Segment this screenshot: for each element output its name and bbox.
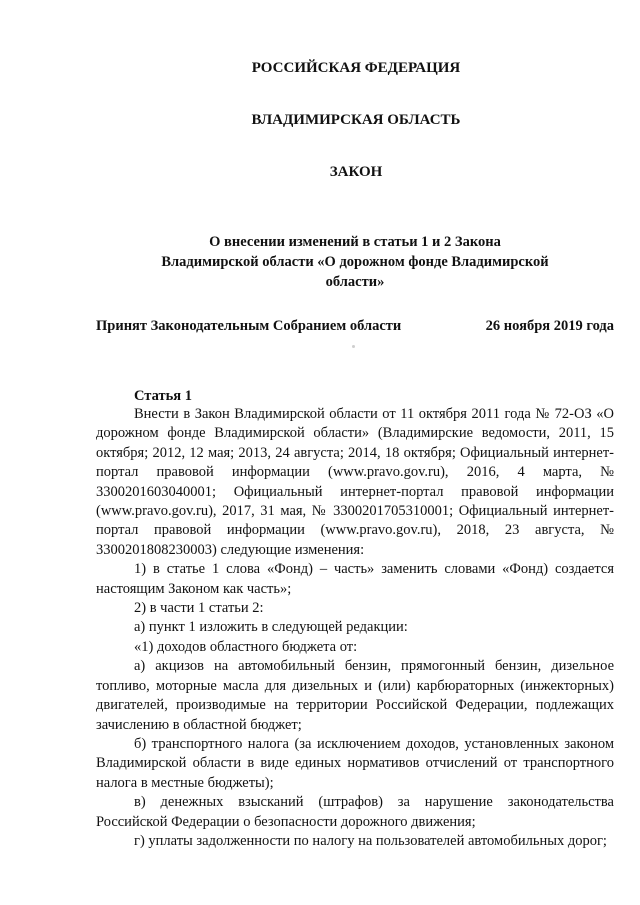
paragraph-fines: в) денежных взысканий (штрафов) за нарушение законодательства Российской Федерации о безопасности дорожного движения; bbox=[96, 794, 614, 830]
article-body bbox=[96, 405, 614, 851]
paragraph-item-1: 1) в статье 1 слова «Фонд) – часть» заменить словами «Фонд) создается настоящим Законом как часть»; bbox=[96, 561, 614, 597]
paragraph-subitem-a: а) пункт 1 изложить в следующей редакции: bbox=[134, 619, 408, 636]
paragraph-item-2: 2) в части 1 статьи 2: bbox=[134, 600, 264, 617]
scan-speck bbox=[352, 345, 355, 348]
paragraph-intro: Внести в Закон Владимирской области от 11 октября 2011 года № 72-ОЗ «О дорожном фонде Владимирской области» (Владимирские ведомости, 2011, 15 октября; 2012, 12 мая; 2013, 24 августа; 2014, 18 октября; Официальный интернет-портал правовой информации (www.pravo.gov.ru), 2016, 4 марта, № 3300201603040001; Официальный интернет-портал правовой информации (www.pravo.gov.ru), 2017, 31 мая, № 3300201705310001; Официальный интернет-портал правовой информации (www.pravo.gov.ru), 2018, 23 августа, № 3300201808230003) следующие изменения: bbox=[96, 406, 614, 558]
country-heading: РОССИЙСКАЯ ФЕДЕРАЦИЯ bbox=[251, 60, 461, 76]
accepted-by: Принят Законодательным Собранием области bbox=[96, 318, 402, 334]
law-subject: О внесении изменений в статьи 1 и 2 Закона Владимирской области «О дорожном фонде Владимирской области» bbox=[161, 234, 549, 290]
accepted-date: 26 ноября 2019 года bbox=[485, 318, 614, 334]
region-heading: ВЛАДИМИРСКАЯ ОБЛАСТЬ bbox=[251, 112, 461, 128]
paragraph-road-tax: г) уплаты задолженности по налогу на пользователей автомобильных дорог; bbox=[134, 832, 607, 849]
paragraph-excise: а) акцизов на автомобильный бензин, прямогонный бензин, дизельное топливо, моторные масла для дизельных и (или) карбюраторных (инжекторных) двигателей, производимые на территории Российской Федерации, подлежащих зачислению в областной бюджет; bbox=[96, 658, 614, 733]
paragraph-transport-tax: б) транспортного налога (за исключением доходов, установленных законом Владимирской области в виде единых нормативов отчислений от транспортного налога в местные бюджеты); bbox=[96, 735, 614, 791]
paragraph-quote-start: «1) доходов областного бюджета от: bbox=[134, 638, 358, 655]
doc-type-heading: ЗАКОН bbox=[329, 164, 383, 180]
article-title: Статья 1 bbox=[134, 388, 192, 404]
